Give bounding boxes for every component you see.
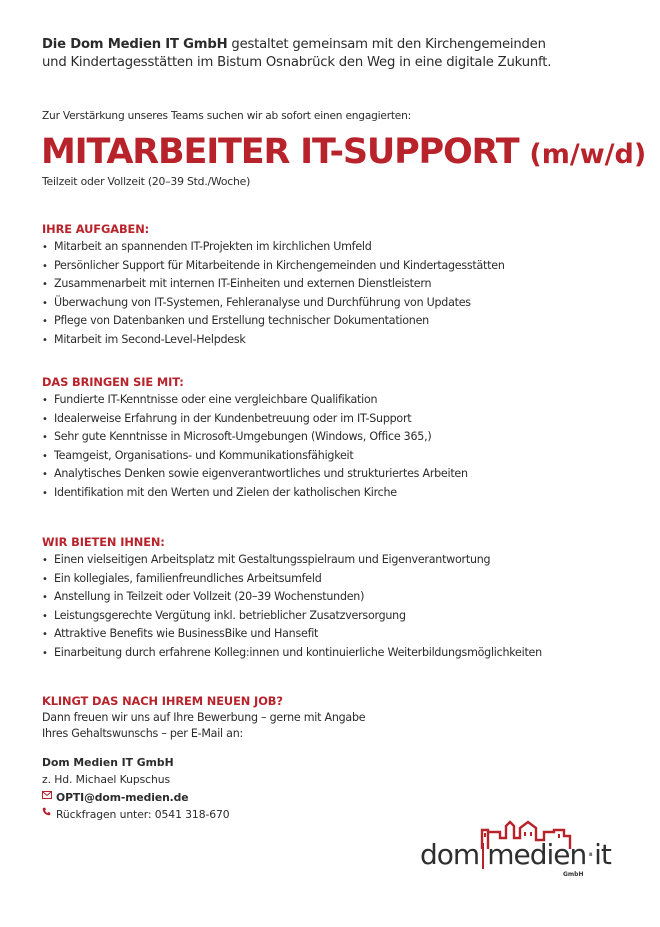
contact-email-link[interactable]: OPTI@dom-medien.de xyxy=(56,790,189,804)
job-title-suffix: (m/w/d) xyxy=(529,139,647,170)
list-item-text: Pflege von Datenbanken und Erstellung technischer Dokumentationen xyxy=(54,314,429,327)
bullet-icon: • xyxy=(42,555,48,566)
list-item-text: Fundierte IT-Kenntnisse oder eine vergleichbare Qualifikation xyxy=(54,393,378,406)
logo-word-medien: medien xyxy=(487,838,587,871)
bullet-icon: • xyxy=(42,242,48,253)
list-item-text: Mitarbeit im Second-Level-Helpdesk xyxy=(54,332,246,346)
bullet-icon: • xyxy=(42,647,48,659)
intro-line-1 xyxy=(42,36,551,54)
list-item-text: Attraktive Benefits wie BusinessBike und Hansefit xyxy=(54,627,319,640)
section-heading: WIR BIETEN IHNEN: xyxy=(42,535,165,549)
list-item xyxy=(42,447,632,466)
bullet-icon: • xyxy=(42,316,48,327)
list-item xyxy=(42,644,632,663)
list-item-text: Idealerweise Erfahrung in der Kundenbetreuung oder im IT-Support xyxy=(54,411,412,425)
list-item-text: Anstellung in Teilzeit oder Vollzeit (20–39 Wochenstunden) xyxy=(54,590,365,603)
envelope-icon xyxy=(42,789,56,807)
job-title xyxy=(41,132,646,175)
logo-separator: · xyxy=(586,838,595,871)
contact-email-row[interactable] xyxy=(42,789,442,807)
list-item xyxy=(42,551,632,570)
contact-phone: Rückfragen unter: 0541 318-670 xyxy=(56,808,230,821)
job-subtitle: Teilzeit oder Vollzeit (20–39 Std./Woche) xyxy=(42,175,251,188)
section-heading: DAS BRINGEN SIE MIT: xyxy=(42,375,184,389)
list-item xyxy=(42,570,632,589)
logo-word-it: it xyxy=(594,838,611,871)
list-item xyxy=(42,312,632,331)
bullet-icon: • xyxy=(42,334,48,346)
phone-icon xyxy=(42,806,56,824)
lead-text: Zur Verstärkung unseres Teams suchen wir ab sofort einen engagierten: xyxy=(42,110,412,122)
intro-text xyxy=(42,36,551,72)
bullet-icon: • xyxy=(42,395,48,406)
contact-attn: z. Hd. Michael Kupschus xyxy=(42,773,170,786)
list-item xyxy=(42,275,632,294)
logo-word-dom: dom xyxy=(420,838,480,871)
list-item xyxy=(42,465,632,484)
contact-heading: KLINGT DAS NACH IHREM NEUEN JOB? xyxy=(42,694,283,708)
contact-line-2: Ihres Gehaltswunschs – per E-Mail an: xyxy=(42,727,243,740)
section-heading: IHRE AUFGABEN: xyxy=(42,222,150,236)
intro-company: Die Dom Medien IT GmbH xyxy=(42,37,228,52)
requirements-list xyxy=(42,391,632,502)
company-logo xyxy=(420,818,625,880)
list-item xyxy=(42,428,632,447)
list-item xyxy=(42,391,632,410)
list-item xyxy=(42,410,632,429)
list-item xyxy=(42,588,632,607)
offer-list xyxy=(42,551,632,662)
logo-gmbh: GmbH xyxy=(563,871,584,878)
list-item-text: Persönlicher Support für Mitarbeitende in Kirchengemeinden und Kindertagesstätten xyxy=(54,258,505,272)
bullet-icon: • xyxy=(42,469,48,480)
list-item-text: Ein kollegiales, familienfreundliches Arbeitsumfeld xyxy=(54,571,322,585)
bullet-icon: • xyxy=(42,279,48,290)
list-item xyxy=(42,257,632,276)
bullet-icon: • xyxy=(42,297,48,309)
contact-phone-row xyxy=(42,806,442,824)
list-item-text: Identifikation mit den Werten und Zielen der katholischen Kirche xyxy=(54,485,397,499)
list-item-text: Sehr gute Kenntnisse in Microsoft-Umgebungen (Windows, Office 365,) xyxy=(54,430,432,443)
bullet-icon: • xyxy=(42,573,48,585)
contact-block xyxy=(42,693,442,824)
list-item xyxy=(42,625,632,644)
list-item xyxy=(42,294,632,313)
bullet-icon: • xyxy=(42,432,48,443)
section-requirements xyxy=(42,374,632,502)
list-item xyxy=(42,484,632,503)
list-item-text: Analytisches Denken sowie eigenverantwortliches und strukturiertes Arbeiten xyxy=(54,467,468,480)
list-item-text: Einen vielseitigen Arbeitsplatz mit Gestaltungsspielraum und Eigenverantwortung xyxy=(54,553,491,566)
intro-line-2: und Kindertagesstätten im Bistum Osnabrück den Weg in eine digitale Zukunft. xyxy=(42,55,552,70)
bullet-icon: • xyxy=(42,592,48,603)
intro-line-1-rest: gestaltet gemeinsam mit den Kirchengemeinden xyxy=(227,37,546,52)
list-item-text: Teamgeist, Organisations- und Kommunikationsfähigkeit xyxy=(54,448,354,462)
section-tasks xyxy=(42,221,632,349)
list-item-text: Überwachung von IT-Systemen, Fehleranalyse und Durchführung von Updates xyxy=(54,295,471,309)
section-offer xyxy=(42,534,632,662)
tasks-list xyxy=(42,238,632,349)
list-item-text: Einarbeitung durch erfahrene Kolleg:innen und kontinuierliche Weiterbildungsmöglichkeiten xyxy=(54,645,542,659)
bullet-icon: • xyxy=(42,450,48,462)
contact-company: Dom Medien IT GmbH xyxy=(42,756,174,769)
logo-wordmark xyxy=(420,840,611,870)
contact-line-1: Dann freuen wir uns auf Ihre Bewerbung – gerne mit Angabe xyxy=(42,711,366,724)
bullet-icon: • xyxy=(42,413,48,425)
bullet-icon: • xyxy=(42,487,48,499)
list-item-text: Zusammenarbeit mit internen IT-Einheiten und externen Dienstleistern xyxy=(54,277,432,290)
logo-divider xyxy=(482,843,484,869)
bullet-icon: • xyxy=(42,260,48,272)
list-item xyxy=(42,607,632,626)
bullet-icon: • xyxy=(42,610,48,622)
bullet-icon: • xyxy=(42,629,48,640)
list-item-text: Mitarbeit an spannenden IT-Projekten im kirchlichen Umfeld xyxy=(54,240,372,253)
list-item xyxy=(42,238,632,257)
list-item xyxy=(42,331,632,350)
job-title-main: MITARBEITER IT-SUPPORT xyxy=(41,132,519,172)
list-item-text: Leistungsgerechte Vergütung inkl. betrieblicher Zusatzversorgung xyxy=(54,608,406,622)
